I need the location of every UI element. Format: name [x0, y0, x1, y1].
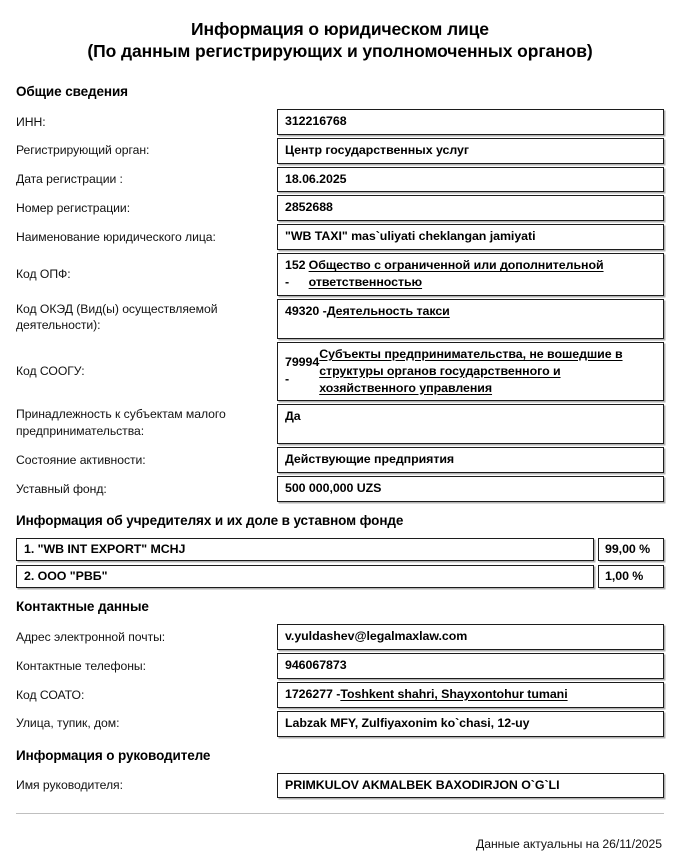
value-oked-description[interactable]: Деятельность такси [326, 303, 450, 318]
field-row-inn [16, 109, 664, 135]
field-row-charter-fund [16, 476, 664, 502]
label-street: Улица, тупик, дом: [16, 716, 120, 731]
page-title-line-2: (По данным регистрирующих и уполномоченных органов) [87, 41, 593, 62]
label-director-name: Имя руководителя: [16, 778, 123, 793]
value-registering-body: Центр государственных услуг [277, 138, 664, 164]
founder-name: 1. "WB INT EXPORT" MCHJ [16, 538, 594, 561]
founder-row [16, 565, 664, 588]
field-row-registration-date [16, 167, 664, 193]
founder-row [16, 538, 664, 561]
value-street: Labzak MFY, Zulfiyaxonim ko`chasi, 12-uy [277, 711, 664, 737]
page-title [16, 0, 664, 63]
value-soogu-code: 79994 - [285, 355, 320, 387]
field-row-opf [16, 253, 664, 296]
value-soato [277, 682, 664, 708]
label-small-business: Принадлежность к субъектам малого предпринимательства: [16, 407, 226, 438]
value-opf-description[interactable]: Общество с ограниченной или дополнительной ответственностью [308, 258, 604, 289]
section-heading-founders: Информация об учредителях и их доле в уставном фонде [16, 513, 404, 529]
label-registration-date: Дата регистрации : [16, 172, 123, 187]
value-soogu-description[interactable]: Субъекты предпринимательства, не вошедшие в структуры органов государственного и хозяйственного управления [319, 346, 623, 395]
label-soato: Код СОАТО: [16, 687, 85, 702]
field-row-legal-name [16, 224, 664, 250]
founder-share: 99,00 % [598, 538, 664, 561]
field-row-registering-body [16, 138, 664, 164]
field-row-small-business [16, 404, 664, 444]
director-fields [16, 773, 664, 799]
section-heading-contacts: Контактные данные [16, 599, 149, 615]
section-heading-director: Информация о руководителе [16, 747, 211, 763]
page-title-line-1: Информация о юридическом лице [191, 19, 489, 39]
value-inn: 312216768 [277, 109, 664, 135]
label-email: Адрес электронной почты: [16, 629, 166, 644]
value-opf-code: 152 - [285, 258, 306, 289]
founder-share: 1,00 % [598, 565, 664, 588]
label-activity-state: Состояние активности: [16, 453, 146, 468]
field-row-activity-state [16, 447, 664, 473]
field-row-email [16, 624, 664, 650]
value-registration-number: 2852688 [277, 195, 664, 221]
field-row-director-name [16, 773, 664, 799]
label-legal-name: Наименование юридического лица: [16, 230, 216, 245]
field-row-soato [16, 682, 664, 708]
field-row-oked [16, 299, 664, 339]
label-soogu: Код СООГУ: [16, 364, 85, 379]
value-small-business: Да [277, 404, 664, 444]
field-row-soogu [16, 342, 664, 402]
section-heading-general: Общие сведения [16, 83, 128, 99]
value-oked-code: 49320 - [285, 303, 327, 318]
footer-divider [16, 813, 664, 814]
value-registration-date: 18.06.2025 [277, 167, 664, 193]
field-row-street [16, 711, 664, 737]
founders-list [16, 538, 664, 588]
value-soogu [277, 342, 664, 402]
label-oked: Код ОКЭД (Вид(ы) осуществляемой деятельности): [16, 301, 218, 333]
label-registering-body: Регистрирующий орган: [16, 143, 150, 158]
value-legal-name: "WB TAXI" mas`uliyati cheklangan jamiyati [277, 224, 664, 250]
label-charter-fund: Уставный фонд: [16, 482, 107, 497]
label-phones: Контактные телефоны: [16, 658, 146, 673]
value-oked [277, 299, 664, 339]
value-email: v.yuldashev@legalmaxlaw.com [277, 624, 664, 650]
label-inn: ИНН: [16, 114, 46, 129]
value-phones: 946067873 [277, 653, 664, 679]
value-soato-description[interactable]: Toshkent shahri, Shayxontohur tumani [340, 686, 568, 701]
founder-name: 2. ООО "РВБ" [16, 565, 594, 588]
value-opf [277, 253, 664, 296]
value-soato-code: 1726277 - [285, 686, 341, 701]
value-charter-fund: 500 000,000 UZS [277, 476, 664, 502]
label-registration-number: Номер регистрации: [16, 201, 131, 216]
value-activity-state: Действующие предприятия [277, 447, 664, 473]
field-row-phones [16, 653, 664, 679]
label-opf: Код ОПФ: [16, 267, 71, 282]
contact-fields [16, 624, 664, 736]
value-director-name: PRIMKULOV AKMALBEK BAXODIRJON O`G`LI [277, 773, 664, 799]
general-fields [16, 109, 664, 502]
field-row-registration-number [16, 195, 664, 221]
footer-note: Данные актуальны на 26/11/2025 [476, 837, 662, 851]
